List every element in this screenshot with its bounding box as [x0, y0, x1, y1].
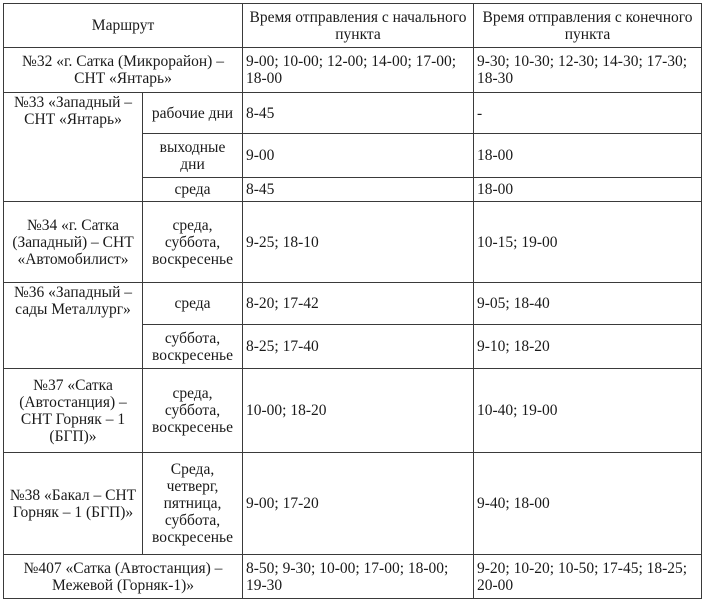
route-name: №34 «г. Сатка (Западный) – СНТ «Автомобилист»	[4, 202, 143, 283]
route-name: №37 «Сатка (Автостанция) – СНТ Горняк – 1 (БГП)»	[4, 369, 143, 453]
days-cell: среда	[143, 283, 243, 325]
table-row	[4, 93, 702, 134]
days-cell: среда, суббота, воскресенье	[143, 369, 243, 453]
table-row	[4, 48, 702, 93]
table-row	[4, 283, 702, 325]
table-row	[4, 453, 702, 555]
departure-start-cell: 9-25; 18-10	[243, 202, 474, 283]
departure-start-cell: 9-00; 17-20	[243, 453, 474, 555]
departure-start-cell: 8-50; 9-30; 10-00; 17-00; 18-00; 19-30	[243, 555, 474, 599]
departure-end-cell: 9-30; 10-30; 12-30; 14-30; 17-30; 18-30	[474, 48, 702, 93]
departure-end-cell: 10-15; 19-00	[474, 202, 702, 283]
departure-start-cell: 8-45	[243, 93, 474, 134]
departure-end-cell: -	[474, 93, 702, 134]
departure-end-cell: 9-05; 18-40	[474, 283, 702, 325]
departure-start-cell: 9-00; 10-00; 12-00; 14-00; 17-00; 18-00	[243, 48, 474, 93]
days-cell: Среда, четверг, пятница, суббота, воскресенье	[143, 453, 243, 555]
route-name: №36 «Западный – сады Металлург»	[4, 283, 143, 369]
route-name: №407 «Сатка (Автостанция) – Межевой (Горняк-1)»	[4, 555, 243, 599]
table-row	[4, 555, 702, 599]
route-name: №38 «Бакал – СНТ Горняк – 1 (БГП)»	[4, 453, 143, 555]
table-row	[4, 202, 702, 283]
table-row	[4, 369, 702, 453]
days-cell: рабочие дни	[143, 93, 243, 134]
route-name: №32 «г. Сатка (Микрорайон) – СНТ «Янтарь»	[4, 48, 243, 93]
departure-end-cell: 9-40; 18-00	[474, 453, 702, 555]
departure-end-cell: 9-10; 18-20	[474, 325, 702, 369]
departure-end-cell: 9-20; 10-20; 10-50; 17-45; 18-25; 20-00	[474, 555, 702, 599]
days-cell: среда	[143, 178, 243, 202]
departure-start-cell: 9-00	[243, 134, 474, 178]
departure-start-cell: 8-45	[243, 178, 474, 202]
departure-start-cell: 8-25; 17-40	[243, 325, 474, 369]
days-cell: выходные дни	[143, 134, 243, 178]
route-name: №33 «Западный – СНТ «Янтарь»	[4, 93, 143, 202]
header-departure-end: Время отправления с конечного пункта	[474, 4, 702, 48]
header-departure-start: Время отправления с начального пункта	[243, 4, 474, 48]
departure-start-cell: 8-20; 17-42	[243, 283, 474, 325]
days-cell: суббота, воскресенье	[143, 325, 243, 369]
departure-end-cell: 18-00	[474, 178, 702, 202]
departure-start-cell: 10-00; 18-20	[243, 369, 474, 453]
departure-end-cell: 18-00	[474, 134, 702, 178]
header-row	[4, 4, 702, 48]
departure-end-cell: 10-40; 19-00	[474, 369, 702, 453]
days-cell: среда, суббота, воскресенье	[143, 202, 243, 283]
schedule-table	[3, 3, 702, 599]
header-route: Маршрут	[4, 4, 243, 48]
